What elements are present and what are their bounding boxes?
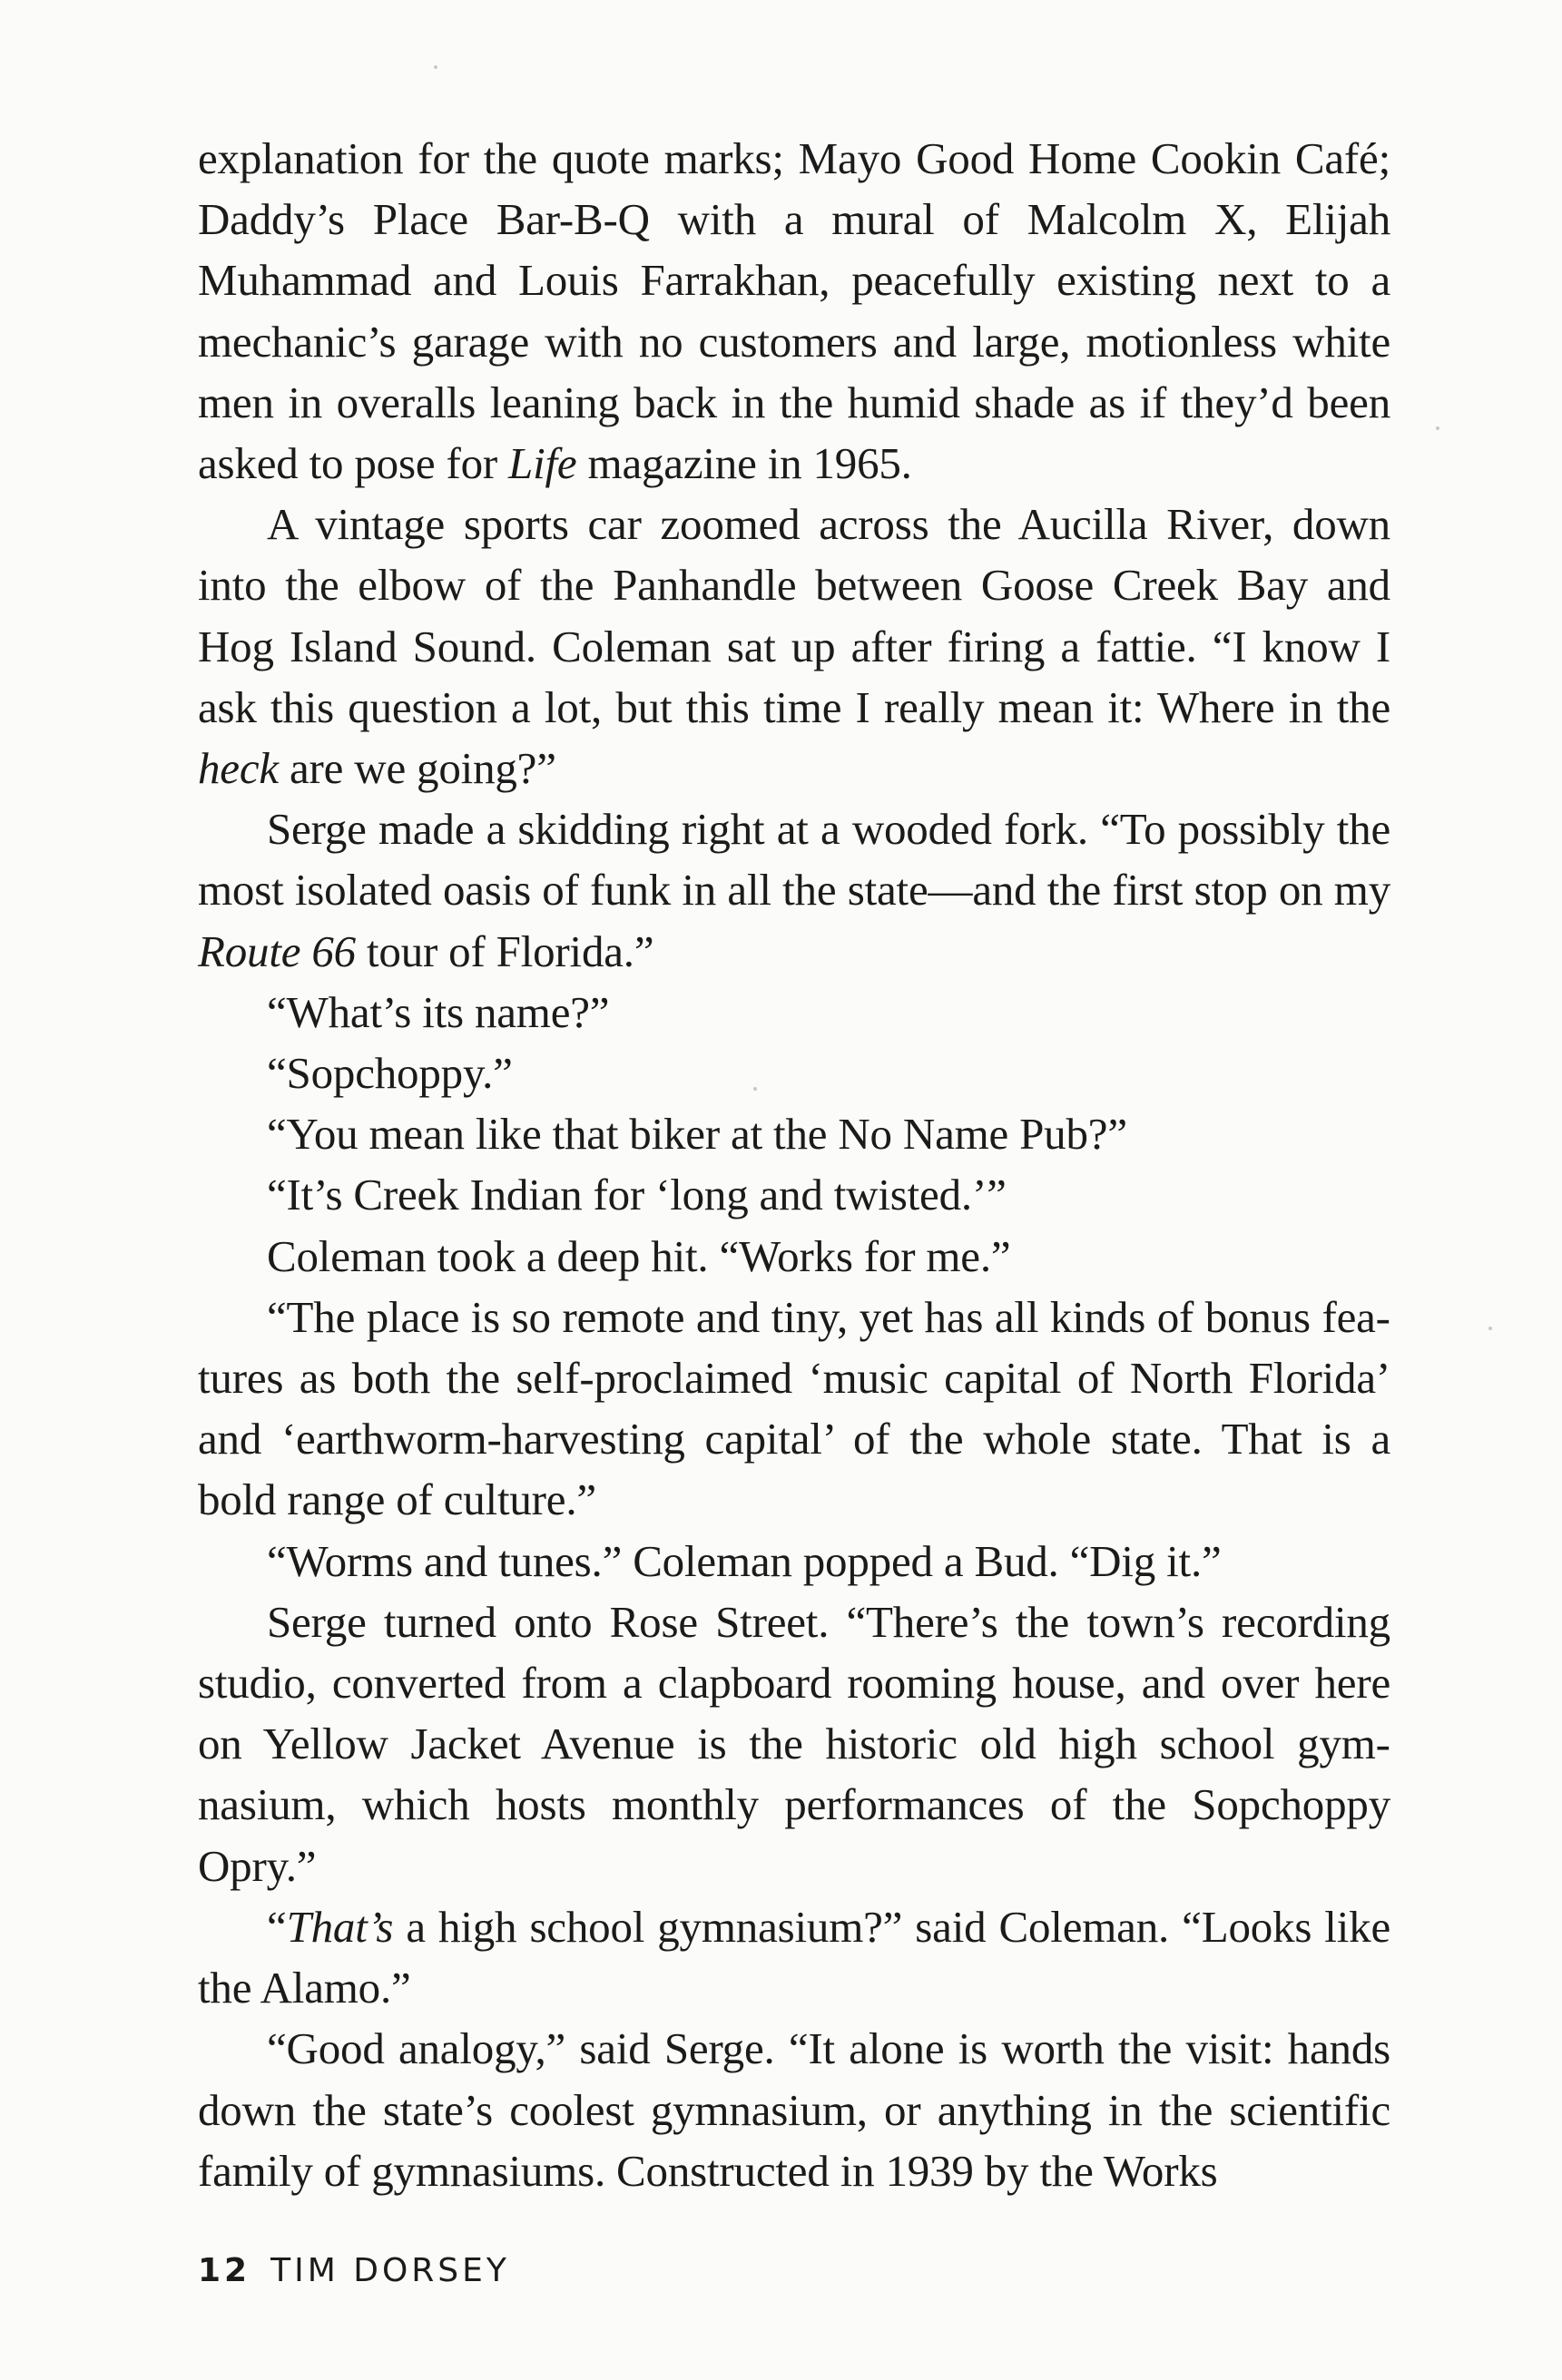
paragraph [198,1043,1390,1103]
italic-text: Life [508,438,577,489]
italic-text: That’s [286,1901,394,1952]
paragraph [198,1531,1390,1592]
text-run: “Sopchoppy.” [267,1048,513,1099]
italic-text: heck [198,743,279,794]
text-run: Serge made a skidding right at a wooded fork. “To possibly the most isolated oasis of funk in all the state—and the first stop on my [198,804,1390,916]
paragraph [198,1287,1390,1531]
text-run: “Good analogy,” said Serge. “It alone is worth the visit: hands down the state’s coolest gymnasium, or anything in the scientific family of gymnasiums. Constructed in 1939 by the Works [198,2023,1390,2196]
text-run: “ [267,1901,287,1952]
text-run: explanation for the quote marks; Mayo Good Home Cookin Café; Daddy’s Place Bar-B-Q with a mural of Malcolm X, Elijah Muhammad and Louis Farrakhan, peacefully existing next to a mechanic’s garage with no customers and large, motionless white men in overalls leaning back in the humid shade as if they’d been asked to pose for [198,133,1390,489]
paper-speck [434,65,437,69]
paragraph [198,1896,1390,2018]
body-text [198,128,1390,2201]
page-number: 12 [198,2252,251,2289]
text-run: “The place is so remote and tiny, yet has all kinds of bonus features as both the self-proclaimed ‘music capital of North Florida’ and ‘earthworm-harvesting capital’ of the whole state. That is a bold range of culture.” [198,1291,1390,1525]
text-run: “You mean like that biker at the No Name Pub?” [267,1109,1127,1160]
running-footer [198,2252,510,2289]
text-run: are we going?” [278,743,556,794]
text-run: tour of Florida.” [355,926,654,976]
text-run: magazine in 1965. [576,438,912,489]
paragraph [198,982,1390,1043]
text-run: A vintage sports car zoomed across the Aucilla River, down into the elbow of the Panhandle between Goose Creek Bay and Hog Island Sound. Coleman sat up after firing a fattie. “I know I ask this question a lot, but this time I really mean it: Where in the [198,499,1390,732]
paragraph [198,1103,1390,1164]
paper-speck [1436,426,1439,430]
text-run: a high school gymnasium?” said Coleman. “Looks like the Alamo.” [198,1901,1390,2013]
paper-speck [1488,1327,1492,1330]
paragraph [198,494,1390,798]
paragraph [198,1226,1390,1287]
text-run: “Worms and tunes.” Coleman popped a Bud. “Dig it.” [267,1535,1222,1586]
paragraph [198,1164,1390,1225]
italic-text: Route 66 [198,926,356,976]
text-run: “What’s its name?” [267,986,610,1037]
paragraph [198,798,1390,982]
text-run: Serge turned onto Rose Street. “There’s the town’s recording studio, converted from a clapboard rooming house, and over here on Yellow Jacket Avenue is the historic old high school gymnasium, which hosts monthly performances of the Sopchoppy Opry.” [198,1596,1390,1891]
author-name: TIM DORSEY [270,2252,510,2289]
paragraph-continued [198,128,1390,494]
text-run: “It’s Creek Indian for ‘long and twisted.’” [267,1170,1007,1220]
text-run: Coleman took a deep hit. “Works for me.” [267,1230,1011,1281]
paragraph [198,1592,1390,1896]
paragraph [198,2018,1390,2201]
